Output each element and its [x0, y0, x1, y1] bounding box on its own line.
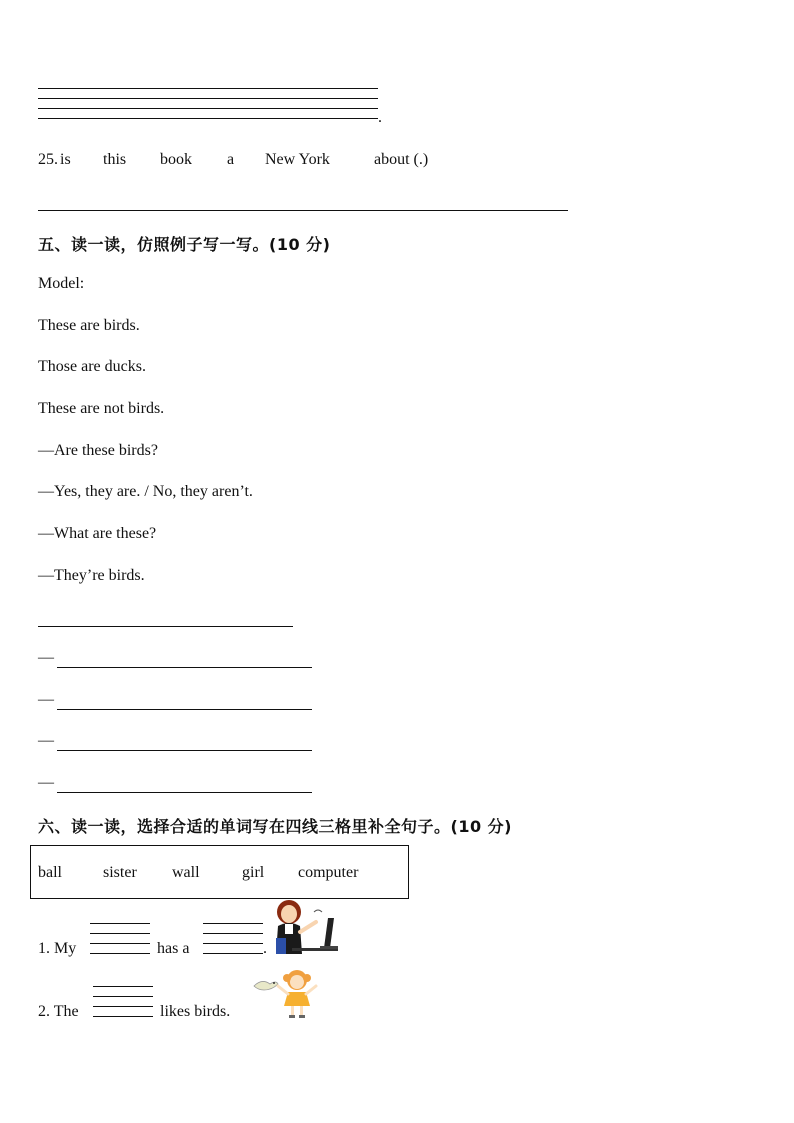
- word-bank-girl: girl: [242, 864, 265, 881]
- section5-heading: 五、读一读，仿照例子写一写。(10 分): [38, 235, 331, 254]
- answer-line-5[interactable]: [57, 792, 312, 793]
- word-bank-ball: ball: [38, 864, 62, 881]
- s1-end: .: [263, 940, 267, 957]
- q25-number: 25.: [38, 151, 58, 168]
- s1-blank-1-grid[interactable]: [90, 923, 150, 955]
- model-line-7: —They’re birds.: [38, 567, 145, 584]
- answer-dash-3: —: [38, 691, 54, 708]
- q25-word-2: this: [103, 151, 127, 168]
- s2-blank-grid[interactable]: [93, 986, 153, 1018]
- answer-line-4[interactable]: [57, 750, 312, 751]
- q24-writing-grid[interactable]: [38, 88, 378, 120]
- answer-dash-2: —: [38, 649, 54, 666]
- q24-period: .: [378, 109, 382, 126]
- q25-word-4: a: [227, 151, 235, 168]
- section6-heading: 六、读一读，选择合适的单词写在四线三格里补全句子。(10 分): [38, 817, 512, 836]
- answer-line-2[interactable]: [57, 667, 312, 668]
- model-line-2: Those are ducks.: [38, 358, 146, 375]
- q25-word-6: about (.): [374, 151, 429, 168]
- q25-answer-line[interactable]: [38, 210, 568, 211]
- model-label: Model:: [38, 275, 85, 292]
- girl-computer-illustration: [270, 898, 344, 956]
- model-line-1: These are birds.: [38, 317, 140, 334]
- model-line-4: —Are these birds?: [38, 442, 158, 459]
- s2-end: likes birds.: [160, 1003, 231, 1020]
- word-bank-sister: sister: [103, 864, 137, 881]
- s1-prefix: 1. My: [38, 940, 77, 957]
- q25-word-1: is: [60, 151, 71, 168]
- q25-word-3: book: [160, 151, 192, 168]
- s2-prefix: 2. The: [38, 1003, 79, 1020]
- q25-word-5: New York: [265, 151, 330, 168]
- model-line-6: —What are these?: [38, 525, 157, 542]
- bird-girl-illustration: [250, 968, 324, 1020]
- word-bank-wall: wall: [172, 864, 200, 881]
- s1-middle: has a: [157, 940, 190, 957]
- s1-blank-2-grid[interactable]: [203, 923, 263, 955]
- answer-line-3[interactable]: [57, 709, 312, 710]
- model-line-3: These are not birds.: [38, 400, 165, 417]
- model-line-5: —Yes, they are. / No, they aren’t.: [38, 483, 253, 500]
- word-bank-computer: computer: [298, 864, 359, 881]
- answer-dash-5: —: [38, 774, 54, 791]
- answer-line-1[interactable]: [38, 626, 293, 627]
- answer-dash-4: —: [38, 732, 54, 749]
